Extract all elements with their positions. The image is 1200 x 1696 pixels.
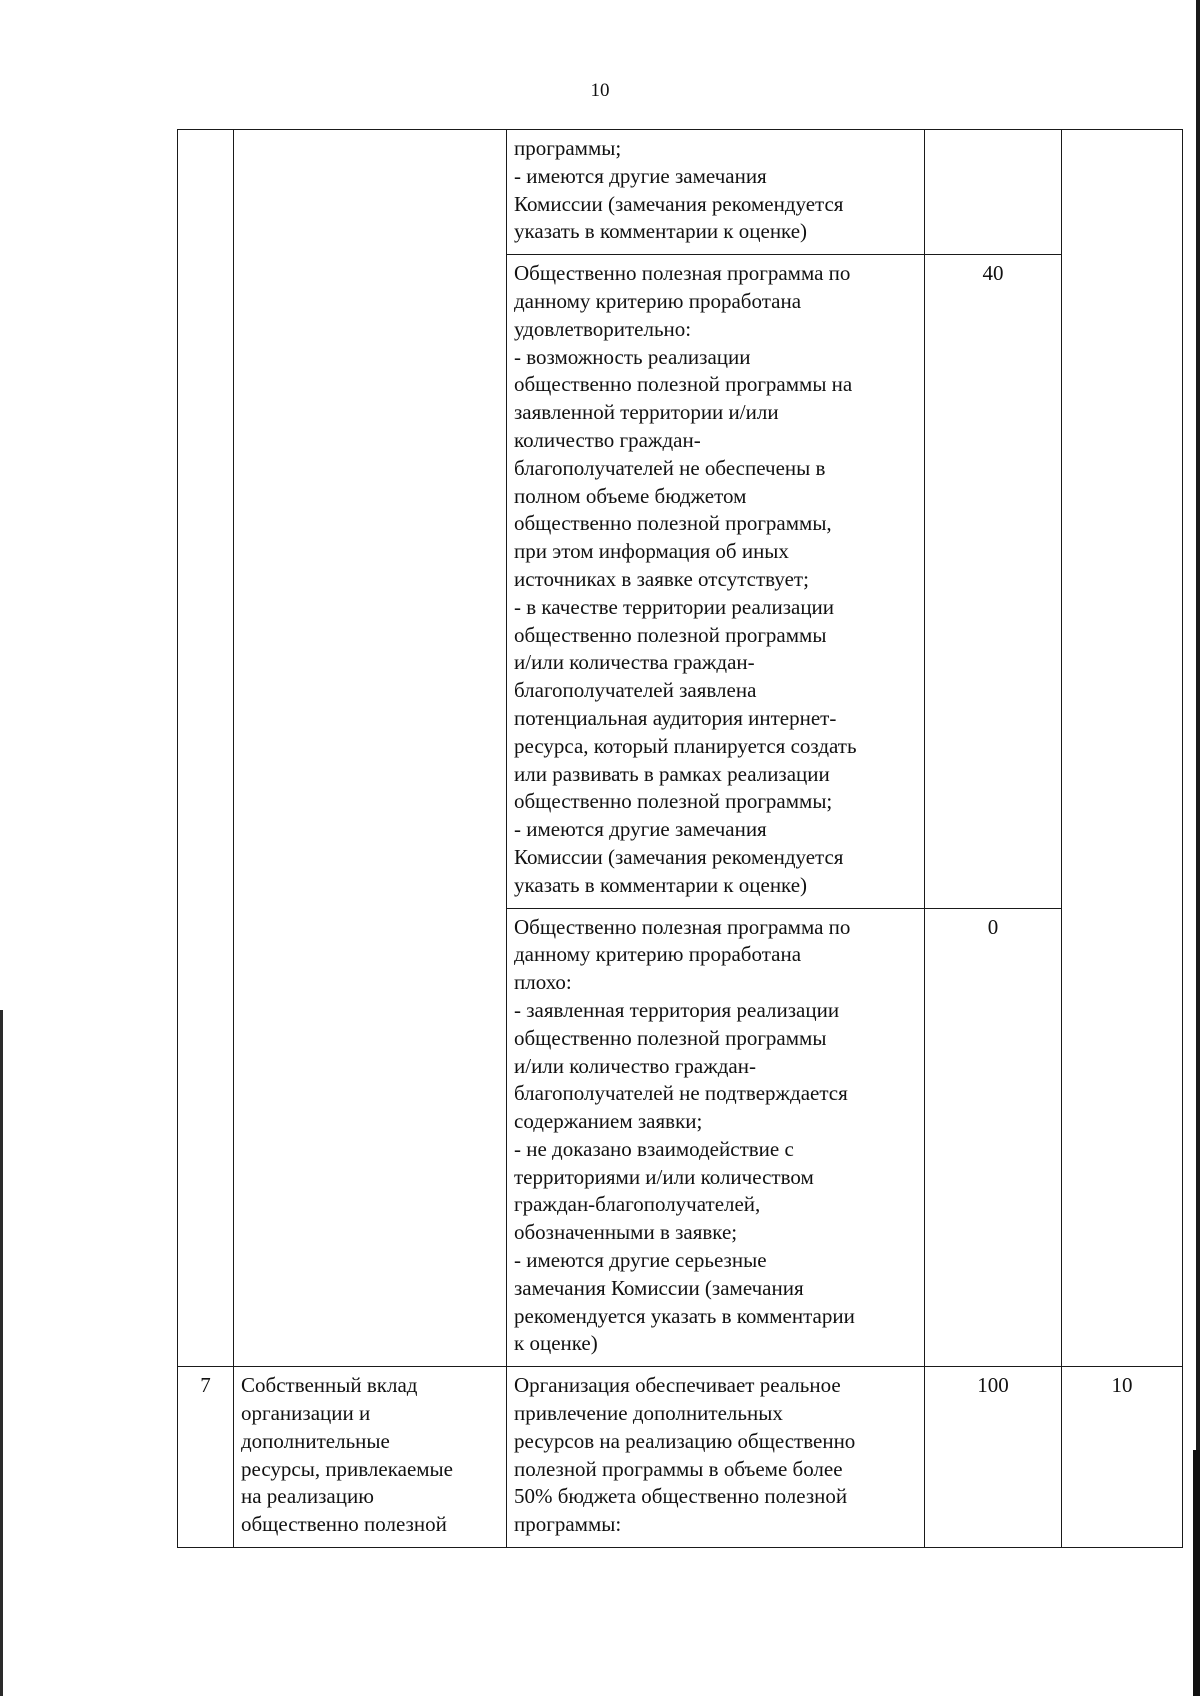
text-line: общественно полезной программы на xyxy=(514,372,853,397)
text-line: - имеются другие замечания xyxy=(514,817,767,842)
text-line: программы: xyxy=(514,1512,622,1537)
text-line: указать в комментарии к оценке) xyxy=(514,872,808,897)
text-line: ресурсы, привлекаемые xyxy=(241,1456,453,1481)
text-line: рекомендуется указать в комментарии xyxy=(514,1303,855,1328)
text-line: дополнительные xyxy=(241,1428,390,1453)
text-line: ресурса, который планируется создать xyxy=(514,733,857,758)
text-line: данному критерию проработана xyxy=(514,288,802,313)
weight-cell xyxy=(1062,130,1183,1367)
text-line: при этом информация об иных xyxy=(514,539,789,564)
score-cell: 40 xyxy=(925,255,1062,908)
text-line: плохо: xyxy=(514,970,572,995)
scan-border-right xyxy=(1196,0,1200,1696)
text-line: организации и xyxy=(241,1401,371,1426)
text-line: общественно полезной xyxy=(241,1512,447,1537)
text-line: содержанием заявки; xyxy=(514,1109,703,1134)
text-line: и/или количества граждан- xyxy=(514,650,755,675)
text-line: общественно полезной программы xyxy=(514,1025,827,1050)
text-line: Комиссии (замечания рекомендуется xyxy=(514,844,844,869)
text-line: Комиссии (замечания рекомендуется xyxy=(514,191,844,216)
text-line: общественно полезной программы xyxy=(514,622,827,647)
text-line: и/или количество граждан- xyxy=(514,1053,756,1078)
text-line: Общественно полезная программа по xyxy=(514,914,851,939)
criterion-cell xyxy=(234,1367,507,1548)
text-line: привлечение дополнительных xyxy=(514,1401,783,1426)
description-cell xyxy=(507,908,925,1367)
weight-cell: 10 xyxy=(1062,1367,1183,1548)
text-line: - возможность реализации xyxy=(514,344,751,369)
text-line: замечания Комиссии (замечания xyxy=(514,1275,804,1300)
score-cell: 0 xyxy=(925,908,1062,1367)
scan-border-right-lower xyxy=(1193,1450,1200,1696)
criteria-table xyxy=(177,129,1183,1548)
text-line: к оценке) xyxy=(514,1331,598,1356)
text-line: Собственный вклад xyxy=(241,1373,418,1398)
text-line: или развивать в рамках реализации xyxy=(514,761,830,786)
description-cell xyxy=(507,130,925,255)
text-line: благополучателей не подтверждается xyxy=(514,1081,848,1106)
text-line: полном объеме бюджетом xyxy=(514,483,747,508)
text-line: благополучателей заявлена xyxy=(514,678,757,703)
text-line: указать в комментарии к оценке) xyxy=(514,219,808,244)
text-line: ресурсов на реализацию общественно xyxy=(514,1428,856,1453)
text-line: - имеются другие замечания xyxy=(514,163,767,188)
text-line: - не доказано взаимодействие с xyxy=(514,1136,794,1161)
score-cell: 100 xyxy=(925,1367,1062,1548)
text-line: программы; xyxy=(514,136,622,160)
text-line: - имеются другие серьезные xyxy=(514,1248,767,1273)
page-number: 10 xyxy=(590,80,610,101)
text-line: - заявленная территория реализации xyxy=(514,997,840,1022)
row-number-cell xyxy=(178,130,234,1367)
description-cell xyxy=(507,255,925,908)
text-line: Организация обеспечивает реальное xyxy=(514,1373,841,1398)
text-line: 50% бюджета общественно полезной xyxy=(514,1484,848,1509)
text-line: обозначенными в заявке; xyxy=(514,1220,738,1245)
text-line: удовлетворительно: xyxy=(514,316,692,341)
text-line: общественно полезной программы, xyxy=(514,511,832,536)
text-line: благополучателей не обеспечены в xyxy=(514,455,826,480)
text-line: общественно полезной программы; xyxy=(514,789,833,814)
description-cell xyxy=(507,1367,925,1548)
text-line: Общественно полезная программа по xyxy=(514,261,851,286)
table-row xyxy=(178,1367,1183,1548)
scan-border-left xyxy=(0,1010,3,1696)
table-row xyxy=(178,130,1183,255)
text-line: полезной программы в объеме более xyxy=(514,1456,843,1481)
text-line: территориями и/или количеством xyxy=(514,1164,814,1189)
text-line: потенциальная аудитория интернет- xyxy=(514,705,837,730)
row-number-cell: 7 xyxy=(178,1367,234,1548)
text-line: - в качестве территории реализации xyxy=(514,594,835,619)
text-line: источниках в заявке отсутствует; xyxy=(514,566,809,591)
text-line: граждан-благополучателей, xyxy=(514,1192,761,1217)
text-line: заявленной территории и/или xyxy=(514,400,779,425)
score-cell xyxy=(925,130,1062,255)
text-line: данному критерию проработана xyxy=(514,942,802,967)
text-line: количество граждан- xyxy=(514,427,701,452)
text-line: на реализацию xyxy=(241,1484,374,1509)
criterion-cell xyxy=(234,130,507,1367)
